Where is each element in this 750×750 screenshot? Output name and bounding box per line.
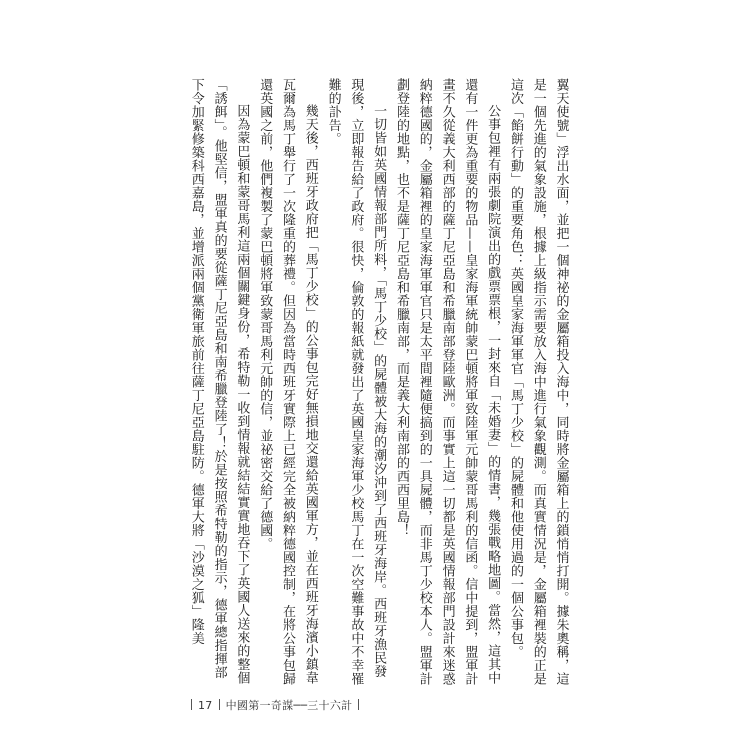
- paragraph-1: 翼天使號」浮出水面，並把一個神祕的金屬箱投入海中，同時將金屬箱上的鎖悄悄打開。據朱奧稱，這是一個先進的氣象設施，根據上級指示需要放入海中進行氣象觀測。而真實情況是，金屬箱裡裝的正是這次「餡餅行動」的重要角色：英國皇家海軍軍官「馬丁少校」的屍體和他使用過的一個公事包。: [507, 78, 569, 686]
- paragraph-5: 因為蒙巴頓和蒙哥馬利這兩個關鍵身份，希特勒一收到情報就結結實實地吞下了英國人送來的整個「誘餌」。他堅信，盟軍真的要從薩丁尼亞島和南希臘登陸了！於是按照希特勒的指示，德軍總指揮部下令加緊修築科西嘉島，並增派兩個黨衛軍旅前往薩丁尼亞島駐防。德軍大將「沙漠之狐」隆美: [188, 78, 250, 685]
- footer-divider-left: [191, 699, 192, 710]
- footer-divider-right: [358, 699, 359, 710]
- paragraph-2: 公事包裡有兩張劇院演出的戲票票根，一封來自「未婚妻」的情書，幾張戰略地圖。當然，這其中還有一件更為重要的物品——皇家海軍統帥蒙巴頓將軍致陸軍元帥蒙哥馬利的信函。信中提到，盟軍計畫不久從義大利西部的薩丁尼亞島和希臘南部登陸歐洲。而事實上這一切都是英國情報部門設計來迷惑納粹德國的，金屬箱裡的皇家海軍軍官只是太平間裡隨便搞到的一具屍體，而非馬丁少校本人。盟軍計劃登陸的地點，也不是薩丁尼亞島和希臘南部，而是義大利南部的西西里島！: [393, 78, 501, 686]
- page-number: 17: [198, 699, 213, 712]
- paragraph-3: 一切皆如英國情報部門所料，「馬丁少校」的屍體被大海的潮汐沖到了西班牙海岸。西班牙漁民發現後，立即報告給了政府。很快，倫敦的報紙就發出了英國皇家海軍少校馬丁在一次空難事故中不幸罹難的訃告。: [325, 78, 387, 686]
- text-block: [184, 78, 569, 688]
- vertical-text-columns: [184, 78, 572, 688]
- footer-divider-middle: [219, 699, 220, 710]
- paragraph-4: 幾天後，西班牙政府把「馬丁少校」的公事包完好無損地交還給英國軍方，並在西班牙海濱小鎮韋瓦爾為馬丁舉行了一次隆重的葬禮。但因為當時西班牙實際上已經完全被納粹德國控制，在將公事包歸還英國之前，他們複製了蒙巴頓將軍致蒙哥馬利元帥的信，並祕密交給了德國。: [257, 78, 318, 686]
- book-title: 中國第一奇謀──三十六計: [225, 699, 353, 712]
- page-footer: [185, 697, 365, 713]
